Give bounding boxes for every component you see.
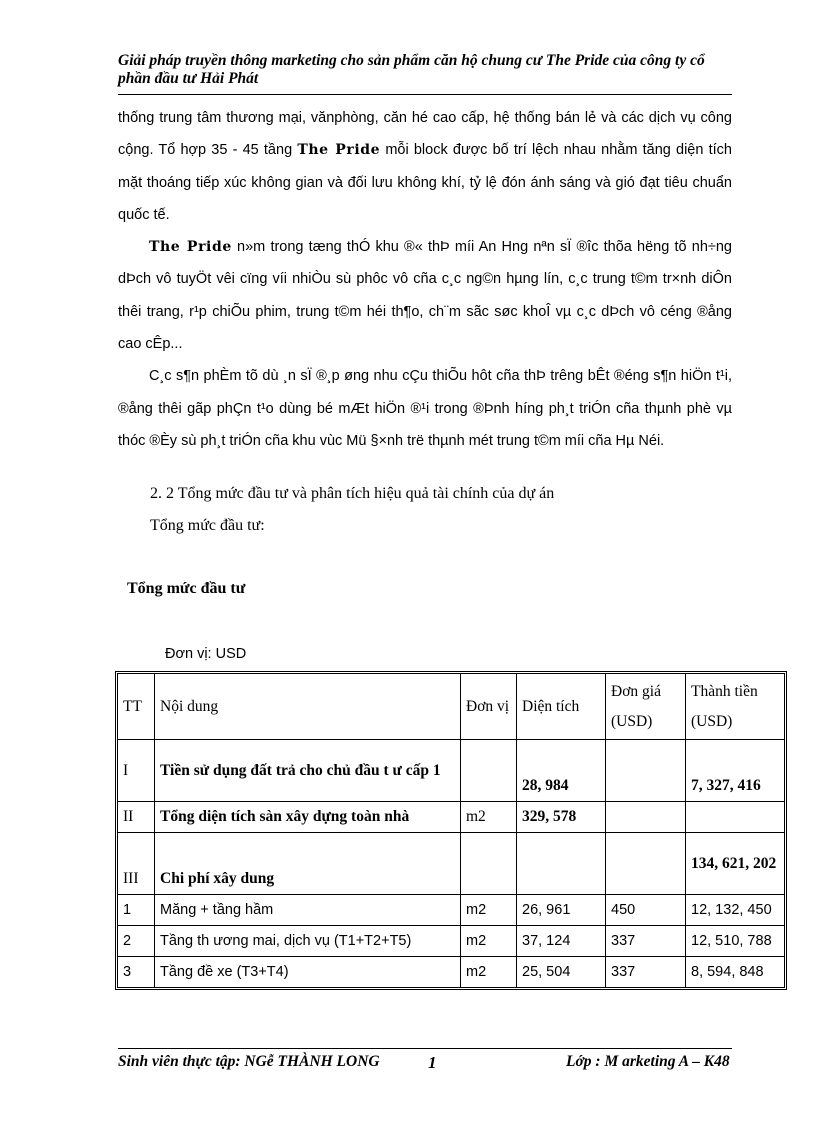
cell-unit: m2 [461, 957, 517, 988]
table-row [118, 957, 785, 988]
cell-tt: 2 [118, 926, 155, 957]
cell-tt: 3 [118, 957, 155, 988]
cell-tt: II [118, 802, 155, 833]
cell-content: Tiền sử dụng đất trả cho chủ đầu t ư cấp 1 [155, 740, 461, 802]
cell-total: 134, 621, 202 [686, 833, 785, 895]
cell-tt: III [118, 833, 155, 895]
cell-total [686, 802, 785, 833]
investment-table [117, 673, 785, 988]
section-heading: 2. 2 Tổng mức đầu tư và phân tích hiệu quả tài chính của dự án [150, 485, 555, 502]
cell-area [517, 833, 606, 895]
footer-divider [118, 1048, 732, 1049]
cell-tt: 1 [118, 895, 155, 926]
cell-price [606, 833, 686, 895]
cell-content: Tầng th ương mai, dịch vụ (T1+T2+T5) [155, 926, 461, 957]
cell-price [606, 740, 686, 802]
header-area: Diện tích [517, 674, 606, 740]
footer-class: Lớp : M arketing A – K48 [566, 1053, 730, 1070]
table-row [118, 802, 785, 833]
cell-tt: I [118, 740, 155, 802]
table-title: Tổng mức đầu tư [127, 580, 246, 597]
paragraph-1 [118, 102, 732, 231]
paragraph-2-text: n»m trong tæng thÓ khu ®« thÞ míi An Hng nªn sÏ ®îc thõa hëng tõ nh÷ng dÞch vô tuyÖt vêi cïng víi nhiÒu sù phôc vô cña c¸c ng©n hµng lín, c¸c trung t©m tr×nh diÔn thêi trang, r¹p chiÕu phim, trung t©m héi th¶o, ch¨m sãc søc khoÎ vµ c¸c dÞch vô céng ®ång cao cÊp... [118, 239, 732, 353]
table-row [118, 740, 785, 802]
page-number: 1 [428, 1053, 437, 1072]
cell-price: 337 [606, 926, 686, 957]
body-text [118, 102, 732, 457]
cell-area: 329, 578 [517, 802, 606, 833]
cell-unit [461, 740, 517, 802]
cell-area: 25, 504 [517, 957, 606, 988]
cell-unit [461, 833, 517, 895]
table-header-row [118, 674, 785, 740]
brand-name: The Pride [297, 142, 381, 159]
cell-area: 28, 984 [517, 740, 606, 802]
cell-content: Tầng đề xe (T3+T4) [155, 957, 461, 988]
header-divider [118, 94, 732, 95]
cell-total: 12, 132, 450 [686, 895, 785, 926]
header-tt: TT [118, 674, 155, 740]
table-row [118, 833, 785, 895]
brand-name: The Pride [149, 239, 232, 256]
paragraph-1-text-a: thống trung tâm thương mại, vănphòng, căn hé cao cấp, hệ thống bán lẻ và các dịch vụ công cộng. Tổ hợp 35 - 45 tầng [118, 110, 732, 159]
footer-student: Sinh viên thực tập: NGễ THÀNH LONG [118, 1053, 380, 1070]
cell-content: Măng + tầng hầm [155, 895, 461, 926]
cell-unit: m2 [461, 802, 517, 833]
cell-price [606, 802, 686, 833]
subheading: Tổng mức đầu tư: [150, 517, 265, 534]
paragraph-2 [118, 231, 732, 360]
cell-total: 12, 510, 788 [686, 926, 785, 957]
cell-unit: m2 [461, 926, 517, 957]
cell-area: 37, 124 [517, 926, 606, 957]
cell-area: 26, 961 [517, 895, 606, 926]
table-row [118, 926, 785, 957]
paragraph-3: C¸c s¶n phÈm tõ dù ¸n sÏ ®¸p øng nhu cÇu thiÕu hôt cña thÞ trêng bÊt ®éng s¶n hiÖn t¹i, ®ång thêi gãp phÇn t¹o dùng bé mÆt hiÖn ®¹i trong ®Þnh híng ph¸t triÓn cña thµnh phè vµ thóc ®Èy sù ph¸t triÓn cña khu vùc Mü §×nh trë thµnh mét trung t©m míi cña Hµ Néi. [118, 368, 732, 449]
header-total: Thành tiền (USD) [686, 674, 785, 740]
unit-label: Đơn vị: USD [165, 646, 247, 662]
cell-total: 8, 594, 848 [686, 957, 785, 988]
header-content: Nội dung [155, 674, 461, 740]
cell-price: 337 [606, 957, 686, 988]
cell-unit: m2 [461, 895, 517, 926]
cell-total: 7, 327, 416 [686, 740, 785, 802]
header-price: Đơn giá (USD) [606, 674, 686, 740]
cell-price: 450 [606, 895, 686, 926]
cell-content: Chi phí xây dung [155, 833, 461, 895]
header-unit: Đơn vị [461, 674, 517, 740]
running-header: Giải pháp truyền thông marketing cho sản phẩm căn hộ chung cư The Pride của công ty cổ phần đầu tư Hải Phát [118, 52, 705, 87]
paragraph-1-text-b: mỗi block được bố trí lệch nhau nhằm tăng diện tích mặt thoáng tiếp xúc không gian và đối lưu không khí, tỷ lệ đón ánh sáng và gió đạt tiêu chuẩn quốc tế. [118, 142, 732, 223]
table-row [118, 895, 785, 926]
cell-content: Tổng diện tích sàn xây dựng toàn nhà [155, 802, 461, 833]
